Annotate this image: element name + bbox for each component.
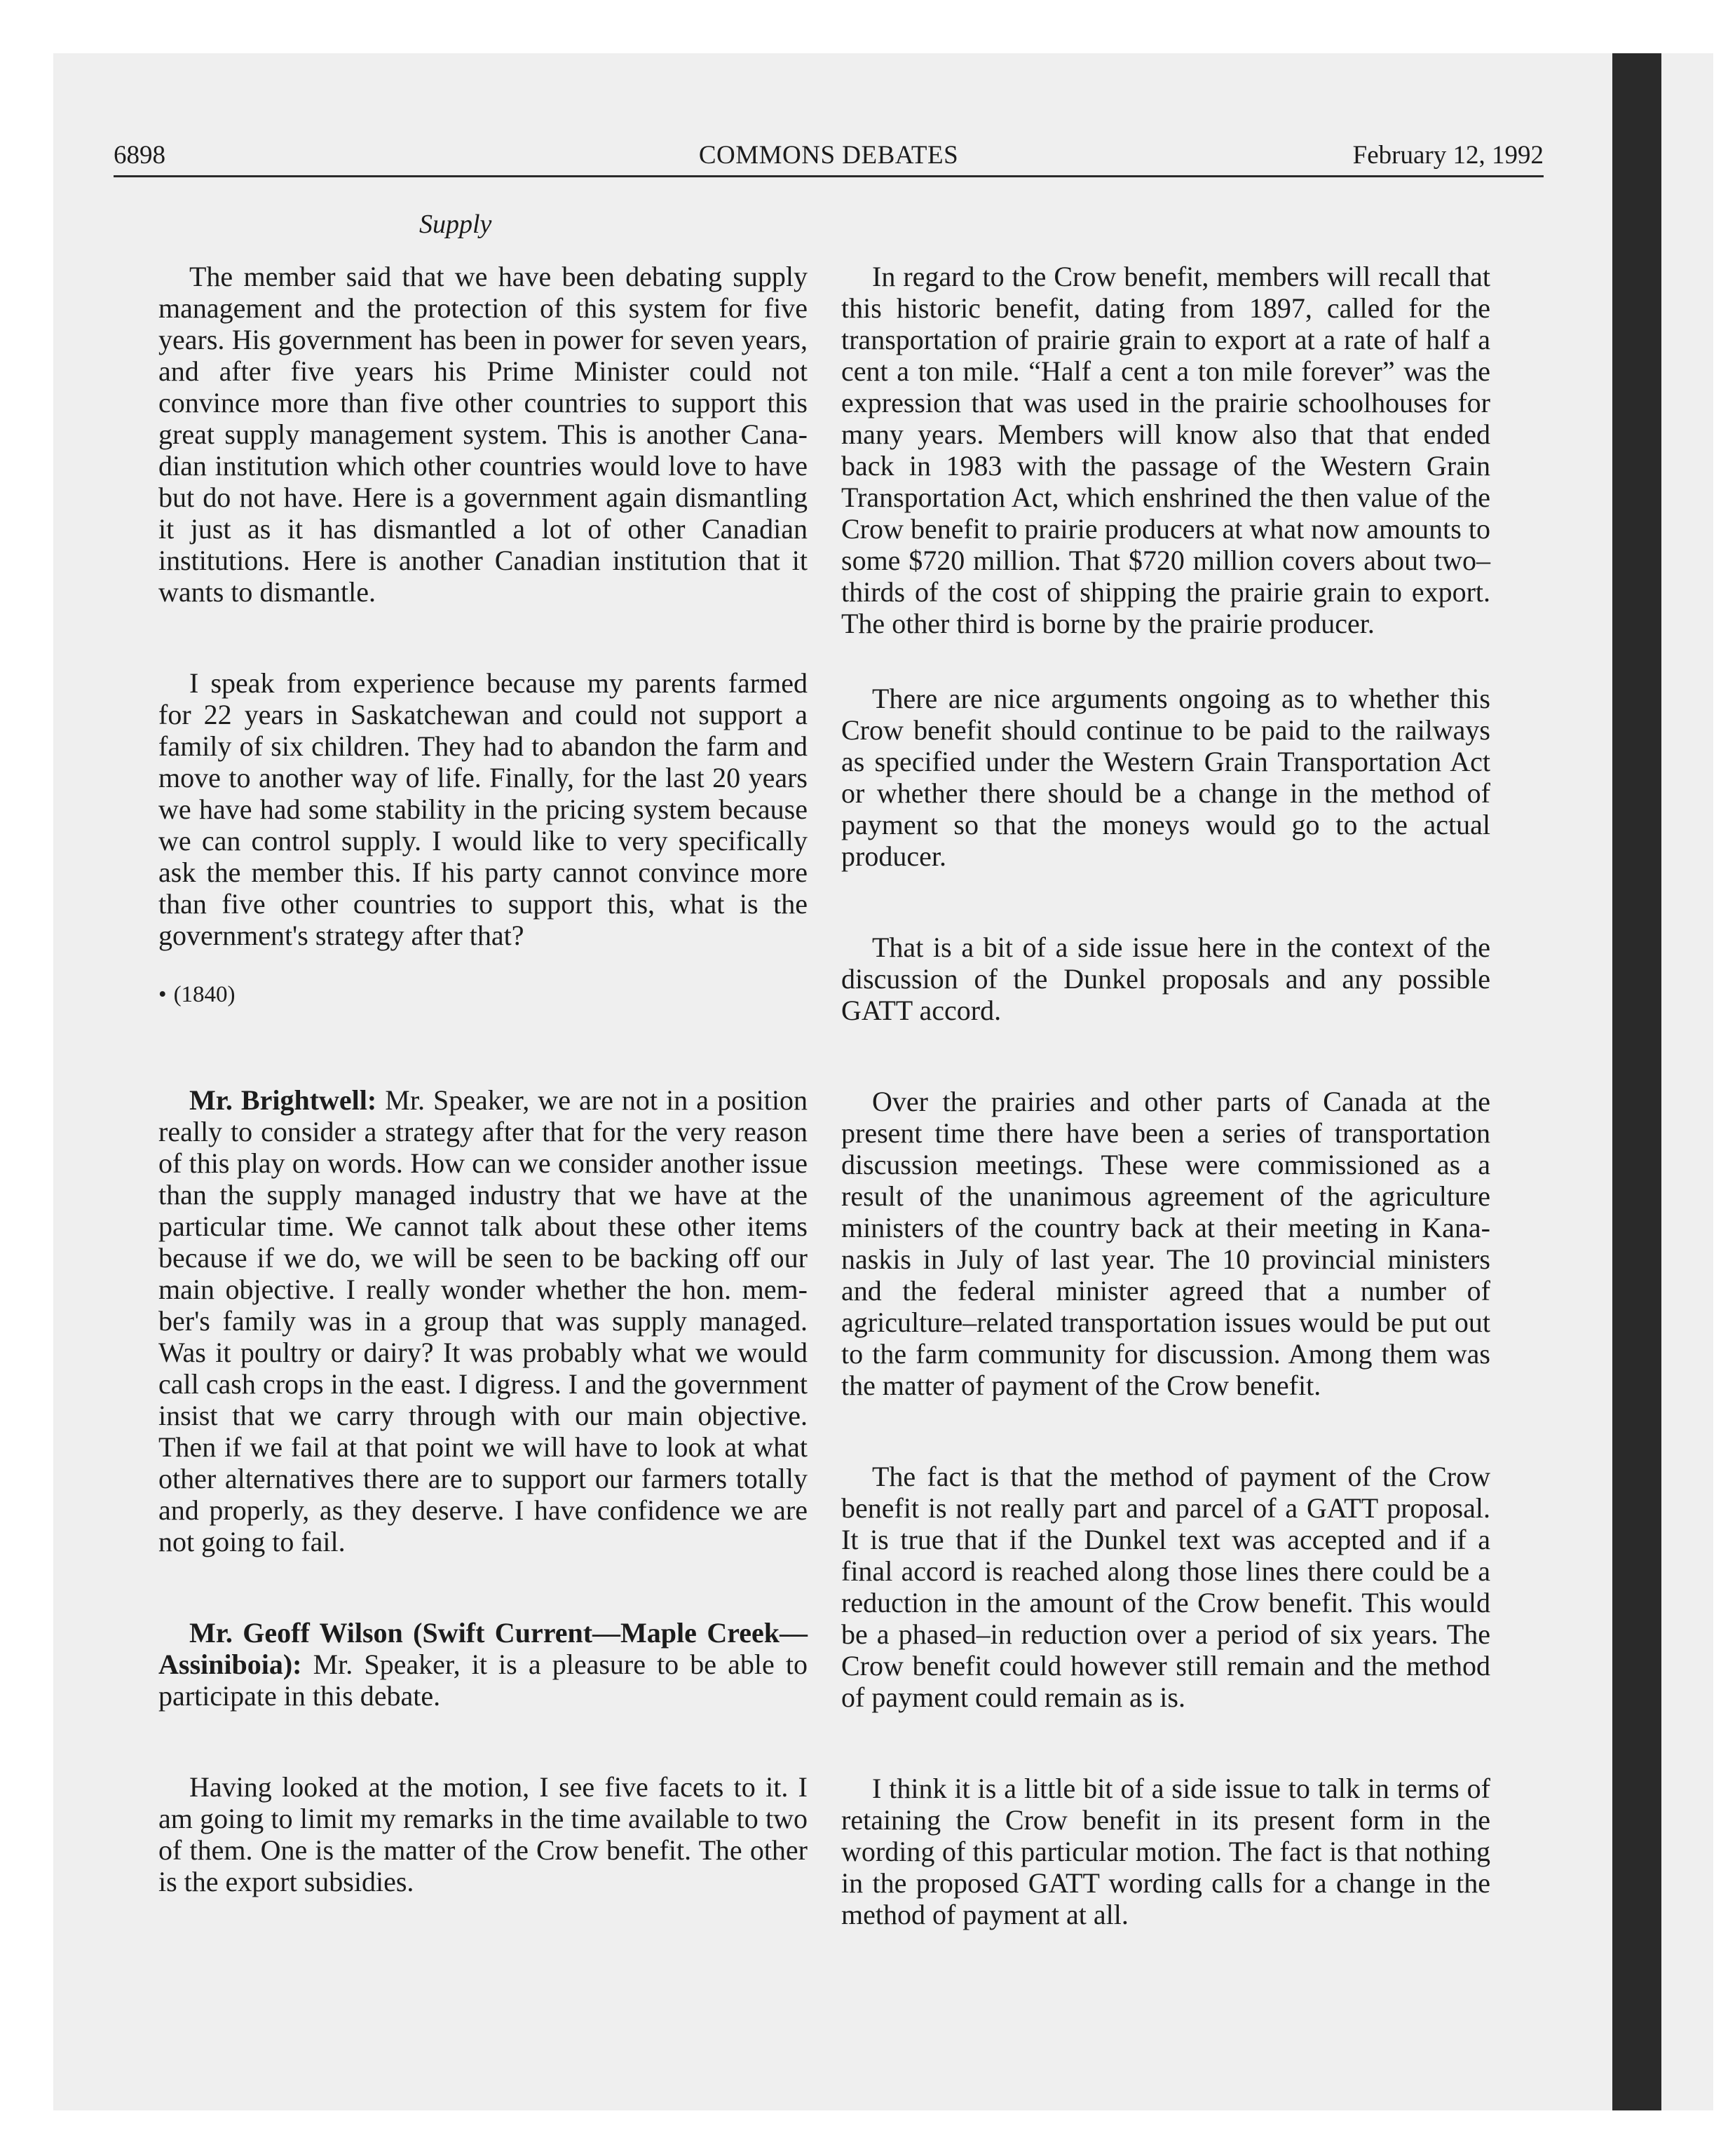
section-title: Supply — [419, 210, 492, 239]
paragraph: The fact is that the method of payment of the Crow benefit is not really part and parcel of a GATT proposal. It is true that if the Dunkel text was accepted and if a final accord is reached along those lines there could be a reduction in the amount of the Crow benefit. This would be a phased–in reduction over a period of six years. The Crow benefit could however still remain and the method of payment could remain as is. — [841, 1461, 1490, 1713]
paragraph: In regard to the Crow benefit, members will recall that this historic benefit, dating from 1897, called for the transportation of prairie grain to export at a rate of half a cent a ton mile. “Half a cent a ton mile forever” was the expression that was used in the prairie schoolhouses for many years. Members will know also that that ended back in 1983 with the passage of the Western Grain Transportation Act, which enshrined the then value of the Crow benefit to prairie producers at what now amounts to some $720 million. That $720 million covers about two–thirds of the cost of shipping the prairie grain to export. The other third is borne by the prairie producer. — [841, 261, 1490, 639]
paragraph: Having looked at the motion, I see five facets to it. I am going to limit my remarks in the time available to two of them. One is the matter of the Crow benefit. The other is the export subsidies. — [158, 1771, 808, 1897]
page-number: 6898 — [114, 141, 165, 170]
scan-edge-shadow — [1612, 53, 1661, 2110]
bullet-icon: • — [158, 982, 167, 1007]
paragraph: I speak from experience because my parents farmed for 22 years in Saskatchewan and could not support a family of six children. They had to abandon the farm and move to another way of life. Finally, for the last 20 years we have had some stability in the pricing system because we can control supply. I would like to very specifically ask the member this. If his party cannot convince more than five other countries to support this, what is the government's strategy after that? — [158, 667, 808, 951]
speech-paragraph — [158, 1084, 808, 1557]
speech-text: Mr. Speaker, we are not in a position really to consider a strategy after that for the very reason of this play on words. How can we consider another issue than the supply managed industry that we have at the particular time. We cannot talk about these other items because if we do, we will be seen to be backing off our main objective. I really wonder whether the hon. member's family was in a group that was supply managed. Was it poultry or dairy? It was probably what we would call cash crops in the east. I digress. I and the government insist that we carry through with our main objective. Then if we fail at that point we will have to look at what other alternatives there are to support our farmers totally and properly, as they deserve. I have confidence we are not going to fail. — [158, 1084, 808, 1557]
right-column — [841, 261, 1490, 1990]
paragraph: Over the prairies and other parts of Canada at the present time there have been a series of transportation discussion meetings. These were commissioned as a result of the unanimous agreement of the agriculture ministers of the country back at their meeting in Kananaskis in July of last year. The 10 provincial ministers and the federal minister agreed that a number of agriculture–related transportation issues would be put out to the farm community for discussion. Among them was the matter of payment of the Crow benefit. — [841, 1086, 1490, 1401]
speech-paragraph — [158, 1617, 808, 1712]
speaker-name: Mr. Geoff Wilson (Swift Current—Maple Creek—Assiniboia): — [158, 1617, 808, 1680]
timestamp — [158, 979, 808, 1011]
publication-date: February 12, 1992 — [1352, 141, 1544, 170]
page-header — [114, 137, 1544, 174]
speaker-name: Mr. Brightwell: — [189, 1084, 377, 1116]
paragraph: There are nice arguments ongoing as to whether this Crow benefit should continue to be paid to the railways as specified under the Western Grain Transportation Act or whether there should be a change in the method of payment so that the moneys would go to the actual producer. — [841, 683, 1490, 872]
publication-title: COMMONS DEBATES — [698, 141, 959, 170]
paragraph: The member said that we have been debating supply management and the protection of this system for five years. His government has been in power for seven years, and after five years his Prime Minister could not convince more than five other countries to support this great supply management system. This is another Canadian institution which other countries would love to have but do not have. Here is a government again dismantling it just as it has dismantled a lot of other Canadian institutions. Here is another Canadian institution that it wants to dismantle. — [158, 261, 808, 608]
paragraph: That is a bit of a side issue here in the context of the discussion of the Dunkel proposals and any possible GATT accord. — [841, 932, 1490, 1026]
timestamp-text: (1840) — [173, 982, 236, 1007]
left-column — [158, 261, 808, 1957]
paragraph: I think it is a little bit of a side issue to talk in terms of retaining the Crow benefit in its present form in the wording of this particular motion. The fact is that nothing in the proposed GATT wording calls for a change in the method of payment at all. — [841, 1773, 1490, 1930]
header-rule — [114, 175, 1544, 177]
speech-text: Mr. Speaker, it is a pleasure to be able to participate in this debate. — [158, 1649, 808, 1712]
